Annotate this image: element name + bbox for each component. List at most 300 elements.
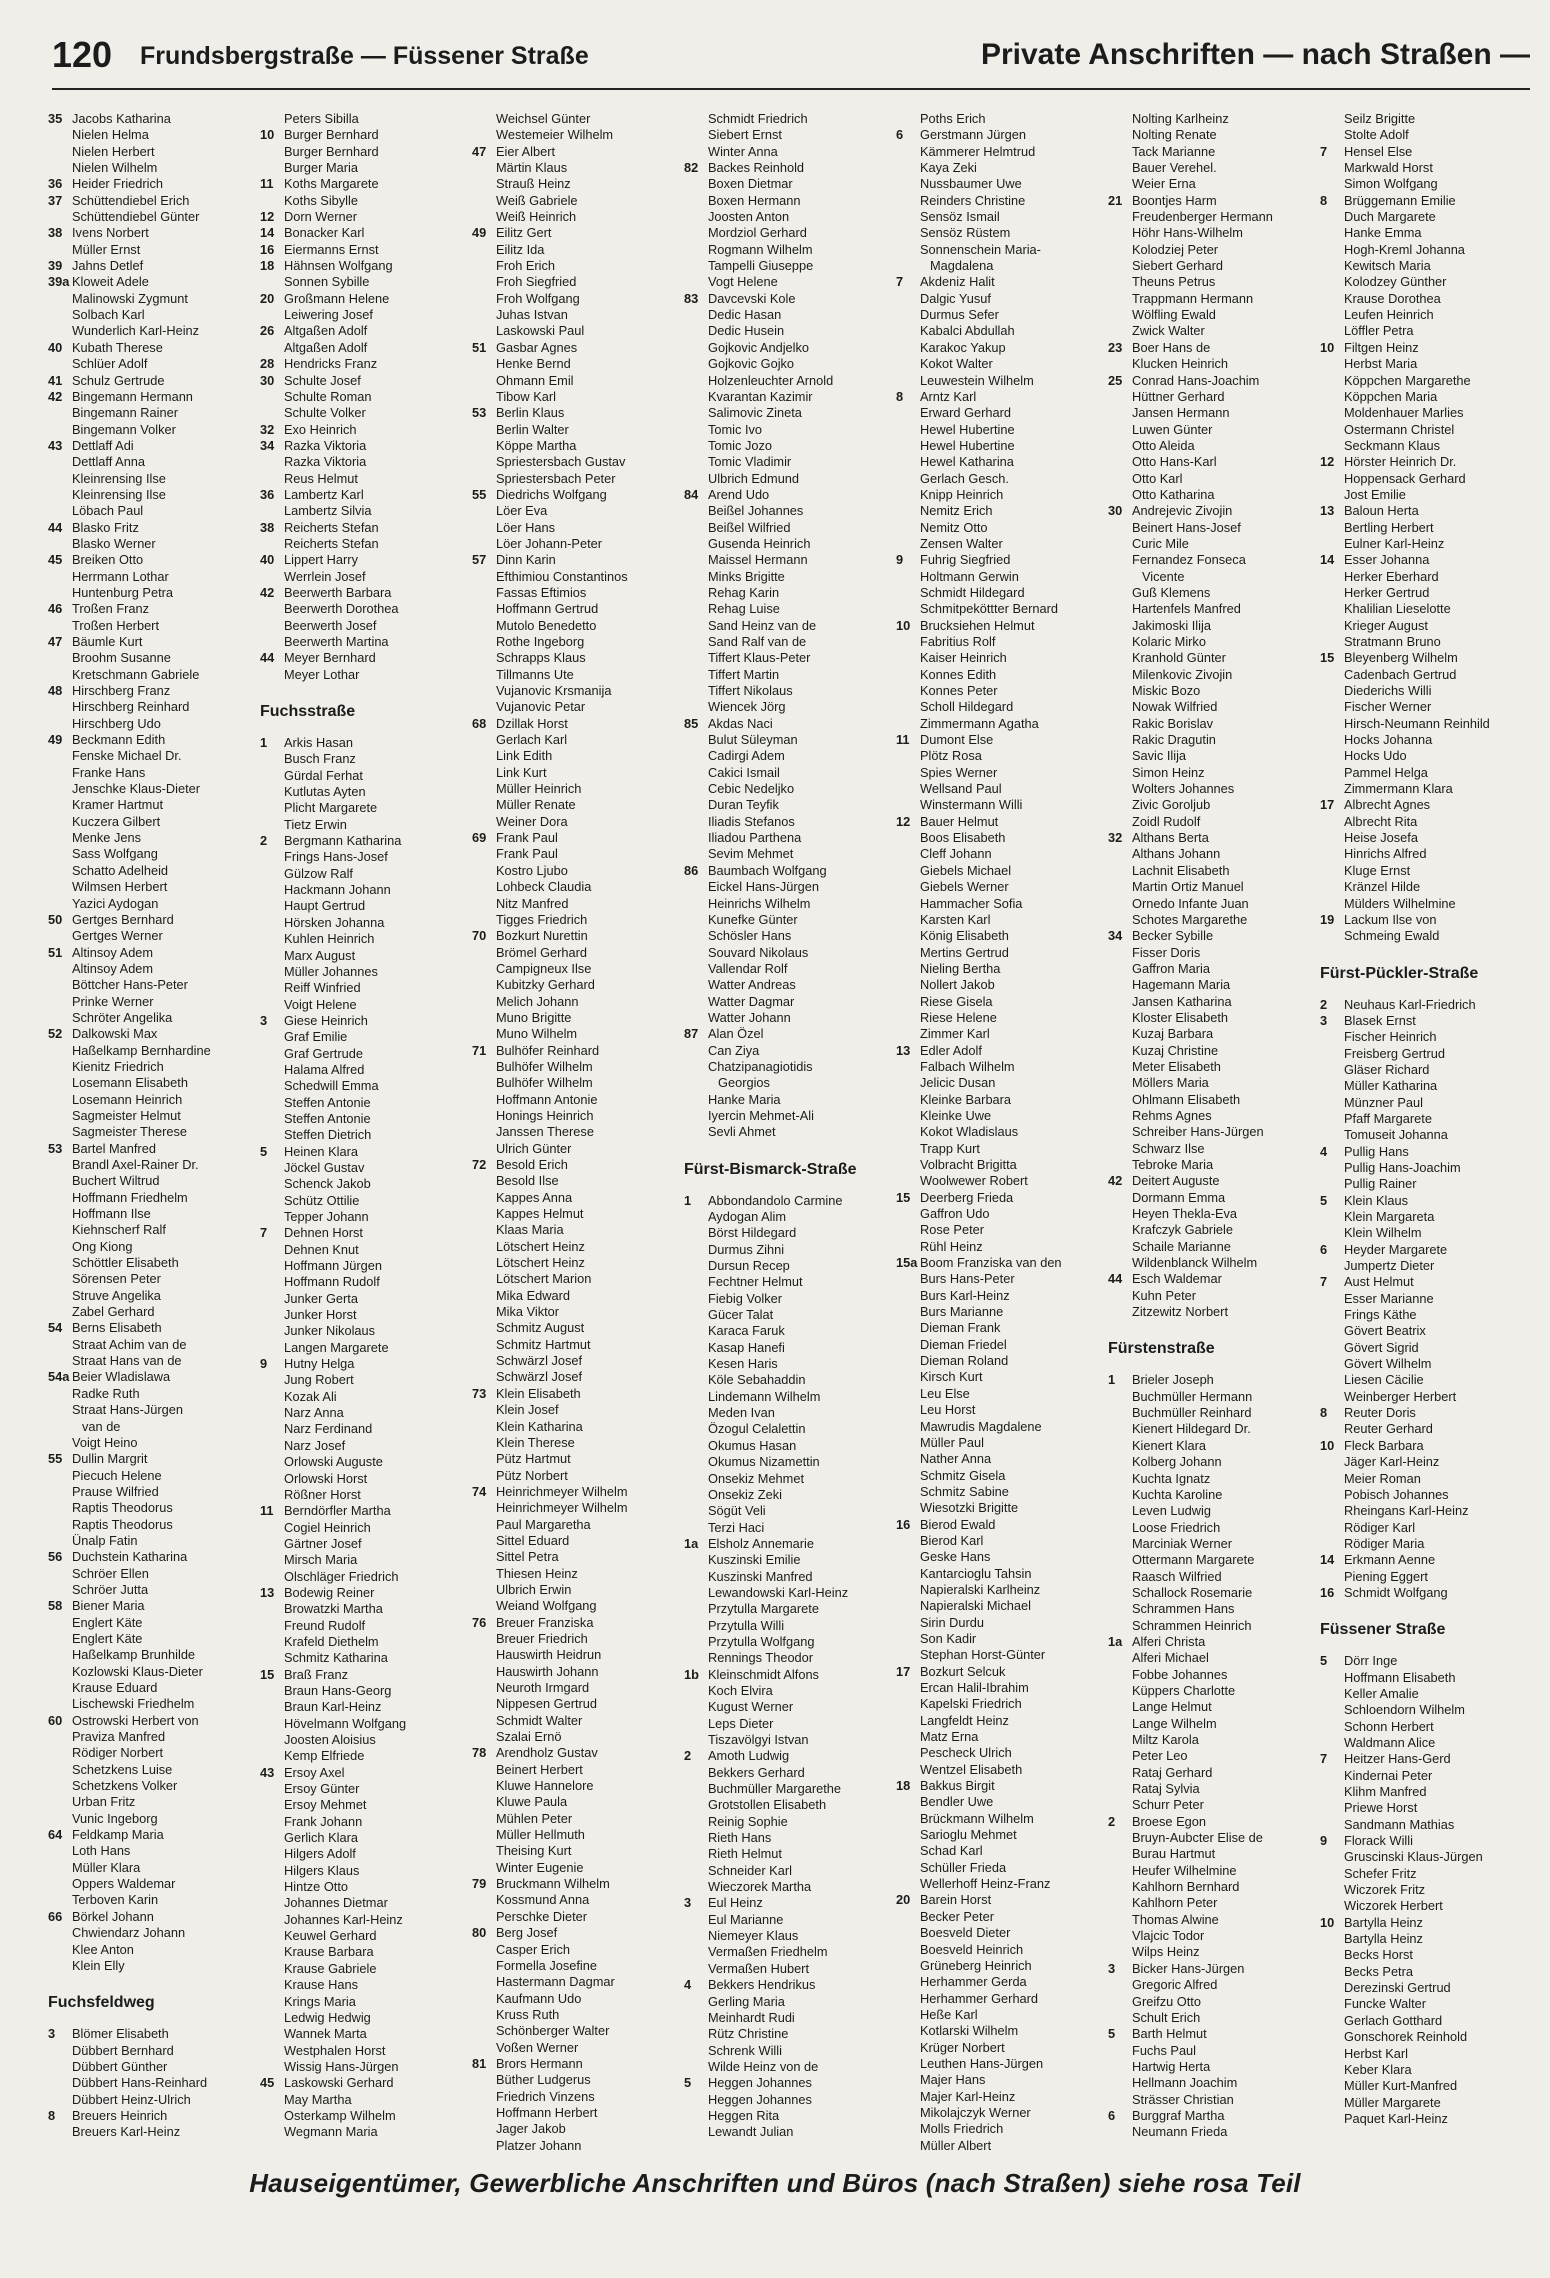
resident-name: Mülders Wilhelmine bbox=[1344, 895, 1456, 911]
resident-entry bbox=[1108, 2010, 1316, 2026]
house-number bbox=[48, 863, 72, 879]
house-number bbox=[260, 2059, 284, 2075]
resident-name: Rakic Borislav bbox=[1132, 715, 1214, 731]
directory-column-3 bbox=[472, 111, 680, 2151]
house-number bbox=[684, 1683, 708, 1699]
resident-name: Schetzkens Volker bbox=[72, 1778, 178, 1794]
house-number bbox=[260, 1977, 284, 1993]
resident-entry bbox=[260, 2108, 468, 2124]
resident-entry bbox=[684, 242, 892, 258]
house-number: 55 bbox=[48, 1451, 63, 1467]
house-number bbox=[260, 1127, 284, 1143]
house-number bbox=[896, 307, 920, 323]
resident-entry bbox=[472, 307, 680, 323]
house-number: 32 bbox=[1108, 830, 1123, 846]
house-number bbox=[260, 111, 284, 127]
resident-name: Besold Ilse bbox=[496, 1173, 559, 1189]
resident-name: Schönberger Walter bbox=[496, 2023, 610, 2039]
house-number bbox=[896, 1092, 920, 1108]
house-number bbox=[48, 667, 72, 683]
resident-entry bbox=[48, 1794, 256, 1810]
resident-name: Bleyenberg Wilhelm bbox=[1344, 650, 1458, 666]
resident-name: Freund Rudolf bbox=[284, 1617, 366, 1633]
resident-entry bbox=[1320, 2013, 1528, 2029]
resident-name: Miskic Bozo bbox=[1132, 683, 1201, 699]
house-number bbox=[1320, 781, 1344, 797]
house-number bbox=[260, 1797, 284, 1813]
resident-name: Kvarantan Kazimir bbox=[708, 388, 813, 404]
resident-entry bbox=[260, 2092, 468, 2108]
resident-name: Wilde Heinz von de bbox=[708, 2058, 819, 2074]
resident-name: Zabel Gerhard bbox=[72, 1304, 155, 1320]
house-number bbox=[684, 1781, 708, 1797]
resident-name: Heyen Thekla-Eva bbox=[1132, 1206, 1238, 1222]
house-number bbox=[1108, 2010, 1132, 2026]
resident-name: Gövert Wilhelm bbox=[1344, 1356, 1432, 1372]
resident-entry bbox=[896, 1010, 1104, 1026]
resident-entry bbox=[48, 1141, 256, 1157]
house-number bbox=[1108, 225, 1132, 241]
resident-entry bbox=[896, 1827, 1104, 1843]
resident-name: Kaiser Heinrich bbox=[920, 650, 1007, 666]
resident-entry bbox=[48, 2108, 256, 2124]
resident-entry bbox=[896, 716, 1104, 732]
house-number: 13 bbox=[260, 1584, 275, 1600]
house-number bbox=[1108, 1520, 1132, 1536]
house-number bbox=[48, 1664, 72, 1680]
resident-name: Berndörfler Martha bbox=[284, 1503, 391, 1519]
resident-name: Fuchs Paul bbox=[1132, 2042, 1197, 2058]
house-number bbox=[260, 1078, 284, 1094]
resident-entry bbox=[48, 683, 256, 699]
resident-entry bbox=[260, 1274, 468, 1290]
resident-name: Rödiger Maria bbox=[1344, 1535, 1425, 1551]
resident-entry bbox=[472, 340, 680, 356]
resident-name: Kaya Zeki bbox=[920, 160, 977, 176]
resident-entry bbox=[1320, 520, 1528, 536]
house-number bbox=[48, 618, 72, 634]
resident-name: Kolodzey Günther bbox=[1344, 274, 1447, 290]
house-number: 66 bbox=[48, 1908, 63, 1924]
resident-entry bbox=[1320, 1866, 1528, 1882]
resident-entry bbox=[260, 356, 468, 372]
resident-name: Akdas Naci bbox=[708, 715, 773, 731]
house-number: 11 bbox=[896, 732, 910, 748]
resident-name: Arntz Karl bbox=[920, 388, 977, 404]
resident-name: Reiff Winfried bbox=[284, 980, 361, 996]
resident-name: Brieler Joseph bbox=[1132, 1372, 1214, 1388]
resident-name: Breuer Friedrich bbox=[496, 1630, 588, 1646]
resident-name: Kluwe Hannelore bbox=[496, 1778, 594, 1794]
resident-name: Bodewig Reiner bbox=[284, 1584, 375, 1600]
resident-entry bbox=[1108, 765, 1316, 781]
resident-entry bbox=[896, 1664, 1104, 1680]
resident-name: Nieling Bertha bbox=[920, 960, 1001, 976]
house-number bbox=[896, 650, 920, 666]
house-number bbox=[1320, 1569, 1344, 1585]
resident-name: Reinders Christine bbox=[920, 192, 1026, 208]
house-number bbox=[684, 193, 708, 209]
house-number bbox=[472, 438, 496, 454]
resident-name: Fernandez Fonseca bbox=[1132, 552, 1246, 568]
resident-entry bbox=[1108, 127, 1316, 143]
resident-name: Wieczorek Martha bbox=[708, 1879, 812, 1895]
house-number bbox=[48, 307, 72, 323]
house-number bbox=[1320, 2013, 1344, 2029]
resident-name: Bekkers Gerhard bbox=[708, 1764, 805, 1780]
resident-entry bbox=[1108, 1699, 1316, 1715]
resident-entry bbox=[684, 1356, 892, 1372]
resident-name: Spriestersbach Peter bbox=[496, 470, 616, 486]
resident-entry bbox=[260, 225, 468, 241]
resident-name: Heise Josefa bbox=[1344, 830, 1418, 846]
resident-entry bbox=[1320, 1193, 1528, 1209]
resident-name: Arendholz Gustav bbox=[496, 1745, 598, 1761]
resident-name: Bulhöfer Wilhelm bbox=[496, 1075, 593, 1091]
resident-name: Fisser Doris bbox=[1132, 944, 1201, 960]
house-number: 7 bbox=[896, 274, 904, 290]
house-number: 36 bbox=[260, 486, 275, 502]
resident-entry bbox=[48, 1664, 256, 1680]
resident-name: Ostrowski Herbert von bbox=[72, 1712, 199, 1728]
resident-entry bbox=[48, 977, 256, 993]
resident-name: Sörensen Peter bbox=[72, 1271, 161, 1287]
house-number bbox=[260, 1389, 284, 1405]
resident-name: Platzer Johann bbox=[496, 2137, 582, 2151]
resident-name: Keller Amalie bbox=[1344, 1685, 1419, 1701]
resident-entry bbox=[260, 569, 468, 585]
resident-name: Münzner Paul bbox=[1344, 1094, 1423, 1110]
resident-name: Lachnit Elisabeth bbox=[1132, 862, 1230, 878]
house-number bbox=[1320, 2046, 1344, 2062]
resident-name: Mühlen Peter bbox=[496, 1810, 573, 1826]
resident-entry bbox=[1320, 863, 1528, 879]
resident-name: Jung Robert bbox=[284, 1372, 354, 1388]
resident-entry bbox=[48, 1304, 256, 1320]
resident-entry bbox=[1320, 307, 1528, 323]
house-number bbox=[260, 2026, 284, 2042]
resident-entry bbox=[1320, 1503, 1528, 1519]
house-number bbox=[896, 1843, 920, 1859]
house-number: 80 bbox=[472, 1925, 487, 1941]
resident-entry bbox=[684, 1601, 892, 1617]
resident-entry bbox=[1108, 1471, 1316, 1487]
resident-name: Struve Angelika bbox=[72, 1287, 161, 1303]
resident-entry bbox=[1320, 1062, 1528, 1078]
resident-entry bbox=[1108, 520, 1316, 536]
resident-entry bbox=[896, 356, 1104, 372]
resident-entry bbox=[260, 127, 468, 143]
house-number bbox=[684, 846, 708, 862]
house-number bbox=[896, 879, 920, 895]
resident-name: Exo Heinrich bbox=[284, 421, 357, 437]
resident-entry bbox=[1108, 977, 1316, 993]
resident-entry bbox=[1108, 1487, 1316, 1503]
resident-entry bbox=[472, 585, 680, 601]
resident-name: König Elisabeth bbox=[920, 928, 1009, 944]
resident-name: Moldenhauer Marlies bbox=[1344, 405, 1464, 421]
house-number bbox=[260, 1569, 284, 1585]
resident-entry bbox=[48, 1778, 256, 1794]
house-number bbox=[896, 1059, 920, 1075]
house-number: 3 bbox=[1320, 1012, 1328, 1028]
house-number: 58 bbox=[48, 1598, 63, 1614]
house-number bbox=[1108, 487, 1132, 503]
resident-name: Boxen Dietmar bbox=[708, 176, 793, 192]
house-number bbox=[1320, 634, 1344, 650]
house-number bbox=[260, 274, 284, 290]
house-number bbox=[48, 356, 72, 372]
resident-name: Greifzu Otto bbox=[1132, 1993, 1201, 2009]
resident-entry bbox=[260, 340, 468, 356]
house-number bbox=[472, 961, 496, 977]
house-number bbox=[896, 1419, 920, 1435]
resident-entry bbox=[896, 650, 1104, 666]
house-number bbox=[260, 1699, 284, 1715]
house-number bbox=[1108, 209, 1132, 225]
house-number bbox=[472, 1631, 496, 1647]
resident-entry bbox=[1108, 274, 1316, 290]
resident-name: Jacobs Katharina bbox=[72, 111, 171, 126]
house-number bbox=[684, 945, 708, 961]
resident-name: Sittel Petra bbox=[496, 1549, 559, 1565]
resident-name: Eilitz Ida bbox=[496, 241, 545, 257]
resident-name: Napieralski Karlheinz bbox=[920, 1581, 1041, 1597]
resident-entry bbox=[896, 1974, 1104, 1990]
section-title: Private Anschriften — nach Straßen — bbox=[980, 38, 1530, 71]
resident-entry bbox=[260, 1454, 468, 1470]
resident-name: Frank Johann bbox=[284, 1813, 363, 1829]
resident-entry bbox=[472, 389, 680, 405]
house-number bbox=[684, 144, 708, 160]
house-number bbox=[684, 225, 708, 241]
house-number bbox=[1320, 601, 1344, 617]
resident-entry bbox=[1320, 601, 1528, 617]
resident-name: Leuwestein Wilhelm bbox=[920, 372, 1034, 388]
resident-entry bbox=[260, 1879, 468, 1895]
resident-name: Nolting Karlheinz bbox=[1132, 111, 1229, 126]
resident-entry bbox=[48, 1337, 256, 1353]
resident-entry bbox=[1320, 1487, 1528, 1503]
resident-name: Bauer Helmut bbox=[920, 813, 999, 829]
resident-name: Mirsch Maria bbox=[284, 1552, 358, 1568]
resident-entry bbox=[48, 405, 256, 421]
house-number bbox=[472, 274, 496, 290]
resident-entry bbox=[260, 1797, 468, 1813]
house-number bbox=[472, 1255, 496, 1271]
resident-entry bbox=[684, 879, 892, 895]
resident-name: Tiffert Nikolaus bbox=[708, 683, 793, 699]
resident-entry bbox=[48, 1647, 256, 1663]
house-number bbox=[472, 1762, 496, 1778]
resident-entry bbox=[1108, 1454, 1316, 1470]
house-number bbox=[260, 1683, 284, 1699]
resident-name: Lackum Ilse von bbox=[1344, 911, 1437, 927]
resident-name: Fiebig Volker bbox=[708, 1290, 782, 1306]
resident-name: Sonnenschein Maria- bbox=[920, 241, 1041, 257]
house-number bbox=[1320, 1471, 1344, 1487]
house-number bbox=[48, 814, 72, 830]
house-number bbox=[896, 1386, 920, 1402]
resident-name: Mordziol Gerhard bbox=[708, 225, 807, 241]
house-number: 78 bbox=[472, 1745, 487, 1761]
house-number bbox=[896, 1288, 920, 1304]
house-number bbox=[1108, 1304, 1132, 1320]
house-number bbox=[1108, 176, 1132, 192]
resident-entry bbox=[1108, 1781, 1316, 1797]
resident-entry bbox=[684, 1075, 892, 1091]
resident-name: Vicente bbox=[1142, 568, 1185, 584]
resident-entry bbox=[472, 1043, 680, 1059]
resident-entry bbox=[48, 1353, 256, 1369]
house-number bbox=[684, 1405, 708, 1421]
resident-entry bbox=[260, 1209, 468, 1225]
resident-entry bbox=[472, 193, 680, 209]
house-number bbox=[472, 2023, 496, 2039]
resident-name: Thomas Alwine bbox=[1132, 1911, 1219, 1927]
resident-name: Straat Achim van de bbox=[72, 1336, 187, 1352]
resident-name: Dumont Else bbox=[920, 732, 994, 748]
resident-entry bbox=[48, 503, 256, 519]
resident-name: Iliadou Parthena bbox=[708, 830, 802, 846]
resident-entry bbox=[472, 2007, 680, 2023]
resident-entry bbox=[1108, 2026, 1316, 2042]
resident-name: Voigt Heino bbox=[72, 1434, 138, 1450]
house-number bbox=[260, 1095, 284, 1111]
resident-name: Hocks Johanna bbox=[1344, 732, 1433, 748]
resident-entry bbox=[472, 797, 680, 813]
resident-name: Gregoric Alfred bbox=[1132, 1977, 1218, 1993]
house-number bbox=[896, 1435, 920, 1451]
house-number bbox=[472, 1468, 496, 1484]
resident-name: Rehms Agnes bbox=[1132, 1107, 1212, 1123]
house-number bbox=[896, 471, 920, 487]
resident-name: Hellmann Joachim bbox=[1132, 2075, 1238, 2091]
resident-entry bbox=[896, 373, 1104, 389]
resident-entry bbox=[472, 1369, 680, 1385]
resident-entry bbox=[48, 176, 256, 192]
resident-name: Wellsand Paul bbox=[920, 781, 1002, 797]
resident-name: Ottermann Margarete bbox=[1132, 1552, 1255, 1568]
resident-name: Tillmanns Ute bbox=[496, 666, 574, 682]
resident-entry bbox=[48, 1762, 256, 1778]
resident-name: Leu Else bbox=[920, 1385, 970, 1401]
resident-name: Vallendar Rolf bbox=[708, 960, 788, 976]
resident-entry bbox=[1320, 1438, 1528, 1454]
resident-entry bbox=[472, 2105, 680, 2121]
house-number bbox=[896, 176, 920, 192]
house-number bbox=[896, 1680, 920, 1696]
resident-entry bbox=[48, 2026, 256, 2042]
resident-name: Burs Hans-Peter bbox=[920, 1271, 1015, 1287]
resident-entry bbox=[1108, 748, 1316, 764]
resident-name: Dormann Emma bbox=[1132, 1189, 1226, 1205]
resident-name: Esser Johanna bbox=[1344, 552, 1430, 568]
resident-name: Jansen Katharina bbox=[1132, 993, 1232, 1009]
house-number bbox=[1320, 1176, 1344, 1192]
house-number bbox=[260, 2043, 284, 2059]
resident-entry bbox=[260, 1307, 468, 1323]
resident-entry bbox=[260, 2010, 468, 2026]
house-number bbox=[260, 1258, 284, 1274]
resident-entry bbox=[684, 1569, 892, 1585]
resident-name: Pullig Rainer bbox=[1344, 1176, 1417, 1192]
house-number bbox=[48, 422, 72, 438]
resident-entry bbox=[684, 683, 892, 699]
resident-name: Kleinke Uwe bbox=[920, 1107, 992, 1123]
resident-entry bbox=[472, 1925, 680, 1941]
resident-entry bbox=[472, 994, 680, 1010]
house-number: 18 bbox=[260, 258, 275, 274]
house-number: 84 bbox=[684, 486, 699, 502]
house-number bbox=[1320, 1784, 1344, 1800]
resident-entry bbox=[684, 487, 892, 503]
resident-name: Jäger Karl-Heinz bbox=[1344, 1454, 1440, 1470]
resident-entry bbox=[1320, 2095, 1528, 2111]
resident-name: Wellerhoff Heinz-Franz bbox=[920, 1876, 1051, 1892]
resident-name: Klein Elisabeth bbox=[496, 1385, 581, 1401]
resident-name: Laskowski Paul bbox=[496, 323, 585, 339]
house-number bbox=[1320, 471, 1344, 487]
resident-entry bbox=[1108, 1124, 1316, 1140]
resident-name: Gojkovic Andjelko bbox=[708, 339, 810, 355]
house-number bbox=[1320, 225, 1344, 241]
resident-entry bbox=[1320, 765, 1528, 781]
house-number bbox=[48, 650, 72, 666]
resident-name: Rennings Theodor bbox=[708, 1650, 814, 1666]
resident-entry bbox=[684, 814, 892, 830]
house-number bbox=[1320, 732, 1344, 748]
resident-name: Ersoy Günter bbox=[284, 1781, 360, 1797]
resident-entry bbox=[896, 683, 1104, 699]
resident-entry bbox=[1320, 323, 1528, 339]
house-number bbox=[1320, 1980, 1344, 1996]
resident-name: Hewel Hubertine bbox=[920, 437, 1015, 453]
house-number bbox=[1108, 667, 1132, 683]
resident-entry bbox=[48, 389, 256, 405]
resident-name: Piening Eggert bbox=[1344, 1568, 1428, 1584]
resident-entry bbox=[472, 732, 680, 748]
resident-entry bbox=[896, 1320, 1104, 1336]
resident-entry bbox=[684, 2010, 892, 2026]
house-number: 43 bbox=[48, 437, 63, 453]
house-number bbox=[48, 1860, 72, 1876]
resident-entry bbox=[1320, 1849, 1528, 1865]
house-number bbox=[684, 1830, 708, 1846]
house-number bbox=[48, 1271, 72, 1287]
resident-name: Börkel Johann bbox=[72, 1908, 154, 1924]
resident-name: Schreiber Hans-Jürgen bbox=[1132, 1124, 1264, 1140]
house-number bbox=[260, 536, 284, 552]
resident-entry bbox=[472, 1402, 680, 1418]
resident-name: Matz Erna bbox=[920, 1729, 979, 1745]
resident-entry bbox=[684, 2075, 892, 2091]
resident-entry bbox=[1108, 1846, 1316, 1862]
house-number bbox=[1320, 1800, 1344, 1816]
resident-name: Fischer Heinrich bbox=[1344, 1029, 1437, 1045]
resident-entry bbox=[1108, 422, 1316, 438]
resident-entry bbox=[472, 536, 680, 552]
resident-entry bbox=[260, 784, 468, 800]
house-number bbox=[896, 1533, 920, 1549]
resident-entry bbox=[48, 1320, 256, 1336]
house-number bbox=[48, 1696, 72, 1712]
resident-entry bbox=[1320, 1702, 1528, 1718]
house-number bbox=[1320, 1209, 1344, 1225]
resident-entry bbox=[896, 585, 1104, 601]
house-number bbox=[472, 585, 496, 601]
resident-entry bbox=[684, 797, 892, 813]
